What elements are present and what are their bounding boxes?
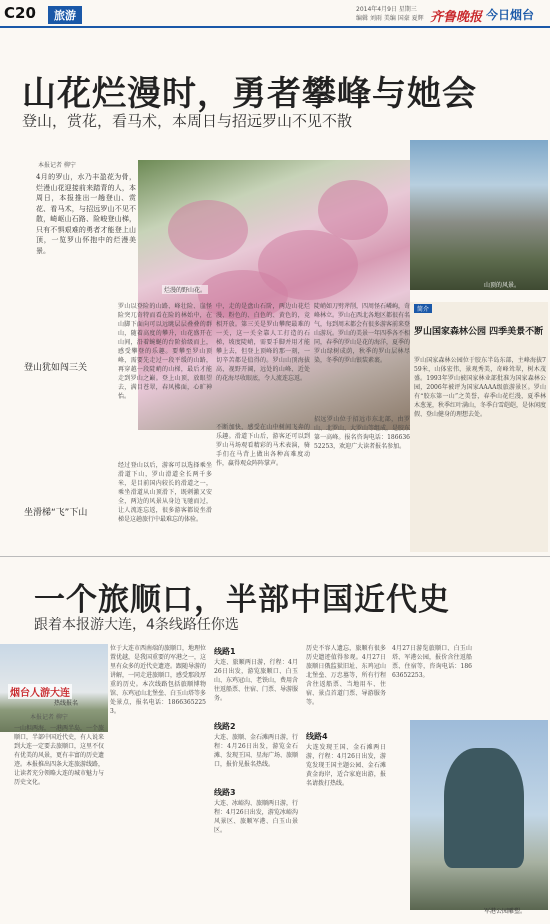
route-list (214, 644, 298, 920)
section-tag: 旅游 (48, 6, 82, 24)
section-divider (0, 556, 550, 557)
intro-text: 罗山国家森林公园位于胶东半岛东部，主峰海拔759米，山体宏伟，景观秀美，奇峰耸翠，树木茂盛。1993年罗山被国家林业部批准为国家森林公园，2006年被评为国家AAAA级旅游景区。罗山有“胶东第一山”之美誉，春季山花烂漫，夏季林木葱茏，秋季红叶满山，冬季白雪皑皑，是休闲度假、登山健身的理想去处。 (414, 357, 546, 418)
page-code: C20 (4, 4, 36, 22)
tour-logo-sub: 热线报名 (54, 700, 79, 707)
story2-subhead: 跟着本报游大连，4条线路任你选 (34, 617, 239, 633)
story1-lead: 4月的罗山，水乃丰盈花为骨，烂漫山花迎接前来踏青的人，本周日，本报推出一趟登山、赏花、看马术，与招远罗山不见不散，崎岖山石路、险峻登山梯，只有不惧艰难的勇者才能登上山顶，一览罗山怀抱中的烂漫美景。 (36, 173, 136, 255)
rocks-photo (410, 140, 548, 290)
route-title: 线路2 (214, 722, 236, 731)
lion-statue-icon (444, 748, 524, 868)
story1-headline: 山花烂漫时，勇者攀峰与她会 (22, 74, 477, 114)
story2-byline: 本报记者 柳宁 (30, 714, 68, 721)
story1-column-2 (216, 302, 310, 552)
lion-caption: 军港公园雕塑。 (484, 908, 527, 915)
edition-name: 今日烟台 (486, 8, 535, 22)
issue-editors: 编辑 刘雨 美编 国豪 夏辉 (356, 15, 424, 22)
paragraph: 陡峭如刀劈斧削，四周怪石嶙峋，奇峰林立。罗山在西北各地区都很有名气，每到周末都会有很多游客前来登山游玩。罗山的美景一年四季各不相同，春季的罗山是花的海洋，夏季的罗山绿树成荫，秋季的罗山层林尽染，冬季的罗山银装素裹。 (314, 303, 410, 364)
story1-column-1 (118, 302, 212, 552)
route-text: 大连发现王国、金石滩两日游，行程：4月26日出发，游览发现王国主题公园、金石滩黄金海岸，适合家庭出游，报名请拨打热线。 (306, 744, 386, 787)
story1-subhead: 登山，赏花，看马术，本周日与招远罗山不见不散 (22, 112, 353, 130)
story2-column-2: 位于大连市西南端的旅顺口，地理位置优越，是我国重要的军港之一，这里有众多的近代史遗迹。跟随导游的讲解，一同走进旅顺口，感受那段厚重的历史。本次线路包括旅顺博物馆、东鸡冠山北堡垒、白玉山塔等多处景点，报名电话：18663652253。 (110, 645, 206, 715)
tour-logo: 烟台人游大连 (8, 684, 72, 699)
intro-label: 简介 (414, 304, 432, 313)
story2-column-4 (306, 644, 386, 920)
route-text: 大连、旅顺两日游，行程：4月26日出发，游览旅顺口、白玉山、东鸡冠山、老铁山，费用含往返船票、住宿、门票、导游服务。 (214, 659, 298, 702)
intro-title: 罗山国家森林公园 四季美景不断 (414, 327, 544, 337)
paragraph: 招远罗山位于招远市东北部，由罗山、北罗山、大罗山等组成，是胶东第一高峰。报名咨询电话：18663652253，欢迎广大读者报名参加。 (314, 416, 410, 450)
issue-date: 2014年4月9日 星期三 (356, 6, 417, 13)
route-text: 大连、冰峪沟、旅顺两日游，行程：4月26日出发，游览冰峪沟风景区、旅顺军港、白玉山景区。 (214, 800, 298, 834)
story2-column-1: 一山担两海，一港两半岛，一个旅顺口，半部中国近代史，有人说来到大连一定要去旅顺口，这里不仅有优美的风景，更有丰富的历史遗迹。本报推出四条大连旅游线路，让读者充分领略大连的城市魅力与历史文化。 (14, 725, 104, 786)
paper-logo: 齐鲁晚报 (430, 10, 483, 25)
flowers-caption: 烂漫的野山花。 (164, 287, 207, 294)
story1-column-3 (314, 302, 410, 552)
paragraph: 历史不容人遗忘，旅顺有很多历史遗迹值得参观。4月27日旅顺日俄监狱旧址、东鸡冠山北堡垒、万忠墓等，所有行程含往返船票、当地用车、住宿、景点首道门票、导游服务等。 (306, 645, 386, 706)
paragraph: 不断加快，感受在山中树间飞奔的乐趣。滑道下山后，游客还可以到罗山马场观看精彩的马术表演，骑手们在马背上做出各种高难度动作，赢得观众阵阵掌声。 (216, 424, 310, 467)
paragraph: 中，走的是盘山石阶，两边山花烂漫，粉色的、白色的、黄色的，竞相开放。第三关是罗山攀爬最难的一关，这一关全靠人工打造的石梯，坡度陡峭，需要手脚并用才能攀上去，但登上顶峰的那一刻，一切辛苦都是值得的。罗山山顶海拔高，视野开阔，远处的山峰、近处的花海尽收眼底，令人流连忘返。 (216, 303, 310, 382)
paragraph: 罗山以登险的山路、峰壮险、崖怪险突兀奇特而看在险的林始中，在山脚下面向可以远眺层层叠叠的群山，随着高度的攀升，山花盛开在山间，沿着蜿蜒的台阶拾级而上，感受攀登的乐趣。要攀至罗山顶峰，需要先走过一段平缓的山路，再穿越一段陡峭的山梯，最后才能走到罗山之巅。登上山顶，放眼望去，满目苍翠，春风拂面，心旷神怡。 (118, 303, 212, 400)
route-title: 线路1 (214, 647, 236, 656)
route-text: 大连、旅顺、金石滩两日游，行程：4月26日出发，游览金石滩、发现王国、星海广场、旅顺口，报价见报名热线。 (214, 734, 298, 768)
subhead-climb: 登山犹如闯三关 (24, 363, 88, 373)
subhead-slide: 坐滑梯“飞”下山 (24, 508, 88, 518)
rocks-caption: 山顶的风景。 (484, 282, 521, 289)
paragraph: 经过登山以后，游客可以选择乘坐滑道下山，罗山滑道全长两千多米，是目前国内较长的滑道之一，乘坐滑道从山顶滑下，既刺激又安全，两边的风景从身边飞驰而过，让人流连忘返，很多游客都说坐滑梯是这趟旅行中最难忘的体验。 (118, 462, 212, 523)
story2-headline: 一个旅顺口，半部中国近代史 (34, 582, 450, 618)
route-title: 线路4 (306, 732, 328, 741)
route-title: 线路3 (214, 788, 236, 797)
story2-column-5: 4月27日游览旅顺口、白玉山塔、军港公园，报价含往返船票、住宿等，咨询电话：18663652253。 (392, 645, 472, 679)
story1-byline: 本报记者 柳宁 (38, 162, 76, 169)
